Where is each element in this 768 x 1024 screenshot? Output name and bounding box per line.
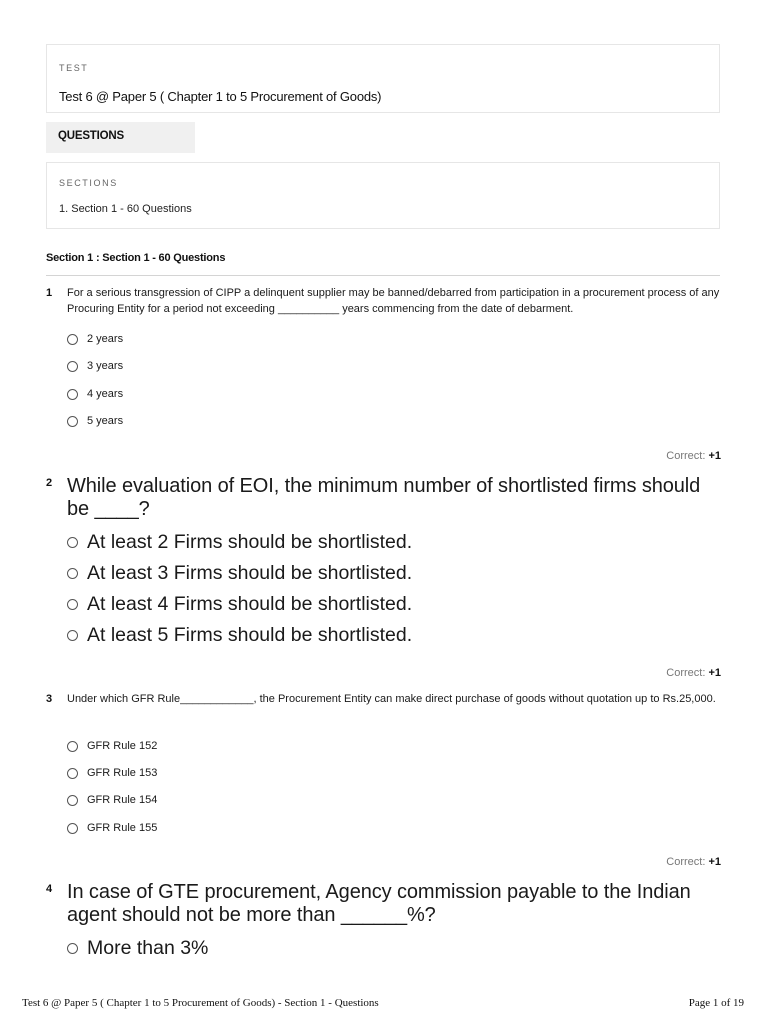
option-label: GFR Rule 154	[87, 794, 158, 806]
marks-value: +1	[708, 450, 721, 462]
correct-label: Correct:	[666, 856, 706, 868]
option-label: 4 years	[87, 388, 124, 400]
option-label: 5 years	[87, 415, 124, 427]
question-number: 3	[46, 693, 53, 705]
question-text: While evaluation of EOI, the minimum number of shortlisted firms should be ____?	[67, 475, 701, 520]
option-item[interactable]	[67, 740, 157, 752]
option-label: 3 years	[87, 360, 124, 372]
marks-value: +1	[708, 856, 721, 868]
sections-label: SECTIONS	[59, 178, 118, 188]
option-label: GFR Rule 153	[87, 767, 158, 779]
correct-marks	[666, 856, 721, 868]
option-label: At least 3 Firms should be shortlisted.	[87, 562, 413, 584]
radio-button[interactable]	[67, 630, 78, 641]
option-label: At least 2 Firms should be shortlisted.	[87, 531, 413, 553]
option-label: 2 years	[87, 333, 124, 345]
question-text: For a serious transgression of CIPP a delinquent supplier may be banned/debarred from participation in a procurement process of any Procuring Entity for a period not exceeding __________ years commencing from the date of debarment.	[67, 287, 720, 315]
option-label: GFR Rule 155	[87, 822, 158, 834]
tab-questions[interactable]	[46, 122, 195, 153]
question-number: 1	[46, 287, 53, 299]
radio-button[interactable]	[67, 416, 78, 427]
option-label: More than 3%	[87, 937, 209, 959]
option-label: GFR Rule 152	[87, 740, 158, 752]
radio-button[interactable]	[67, 389, 78, 400]
option-label: At least 4 Firms should be shortlisted.	[87, 593, 413, 615]
option-item[interactable]	[67, 624, 412, 647]
radio-button[interactable]	[67, 768, 78, 779]
option-item[interactable]	[67, 360, 123, 372]
section-heading: Section 1 : Section 1 - 60 Questions	[46, 252, 226, 264]
option-item[interactable]	[67, 333, 123, 345]
marks-value: +1	[708, 667, 721, 679]
option-item[interactable]	[67, 794, 157, 806]
footer-document-title: Test 6 @ Paper 5 ( Chapter 1 to 5 Procurement of Goods) - Section 1 - Questions	[22, 997, 379, 1009]
tab-questions-label: QUESTIONS	[58, 130, 124, 142]
option-item[interactable]	[67, 593, 412, 616]
option-item[interactable]	[67, 937, 208, 960]
correct-marks	[666, 450, 721, 462]
radio-button[interactable]	[67, 361, 78, 372]
section-divider	[46, 275, 720, 276]
question-text: In case of GTE procurement, Agency commission payable to the Indian agent should not be more than ______%?	[67, 881, 691, 926]
footer-page-number: Page 1 of 19	[688, 997, 744, 1009]
correct-marks	[666, 667, 721, 679]
question-number: 4	[46, 883, 53, 895]
radio-button[interactable]	[67, 741, 78, 752]
correct-label: Correct:	[666, 667, 706, 679]
test-label: TEST	[59, 63, 89, 73]
question-number: 2	[46, 477, 53, 489]
test-title: Test 6 @ Paper 5 ( Chapter 1 to 5 Procurement of Goods)	[59, 89, 382, 104]
correct-label: Correct:	[666, 450, 706, 462]
option-item[interactable]	[67, 767, 157, 779]
radio-button[interactable]	[67, 943, 78, 954]
option-item[interactable]	[67, 562, 412, 585]
option-item[interactable]	[67, 531, 412, 554]
section-item-1[interactable]: 1. Section 1 - 60 Questions	[59, 203, 192, 215]
radio-button[interactable]	[67, 823, 78, 834]
radio-button[interactable]	[67, 795, 78, 806]
option-item[interactable]	[67, 388, 123, 400]
sections-box	[46, 162, 720, 229]
radio-button[interactable]	[67, 334, 78, 345]
option-label: At least 5 Firms should be shortlisted.	[87, 624, 413, 646]
option-item[interactable]	[67, 415, 123, 427]
question-text: Under which GFR Rule____________, the Procurement Entity can make direct purchase of goods without quotation up to Rs.25,000.	[67, 693, 716, 705]
test-info-box	[46, 44, 720, 113]
radio-button[interactable]	[67, 537, 78, 548]
radio-button[interactable]	[67, 599, 78, 610]
option-item[interactable]	[67, 822, 157, 834]
radio-button[interactable]	[67, 568, 78, 579]
